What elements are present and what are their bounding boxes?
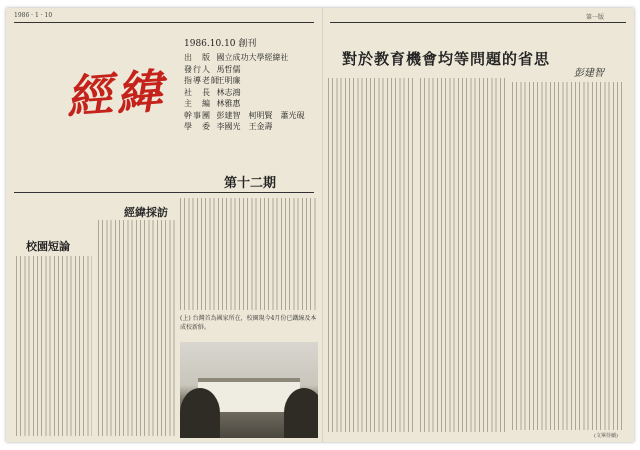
article-column-3 bbox=[512, 82, 622, 430]
meta-row: 主 編 林雅惠 bbox=[184, 99, 241, 108]
section-heading-left: 校園短論 bbox=[26, 240, 70, 253]
top-rule-right bbox=[330, 22, 626, 23]
article-end-note: (文畢待續) bbox=[594, 433, 618, 439]
founded-date: 1986.10.10 創刊 bbox=[184, 39, 257, 49]
meta-row: 社 長 林志鴻 bbox=[184, 87, 241, 97]
top-date: 1986 · 1 · 10 bbox=[14, 12, 53, 19]
campus-photo bbox=[180, 342, 318, 438]
meta-row: 出 版 國立成功大學經緯社 bbox=[184, 53, 289, 62]
article-title: 對於教育機會均等問題的省思 bbox=[342, 50, 551, 68]
article-author: 彭建智 bbox=[574, 68, 604, 79]
newspaper-spread bbox=[6, 8, 634, 442]
meta-row: 指導老師 王明廉 bbox=[184, 76, 241, 85]
text-column-left bbox=[16, 256, 92, 436]
section-heading-mid: 經緯採訪 bbox=[124, 206, 168, 219]
masthead-logo: 經緯 bbox=[64, 63, 168, 125]
tree-shape bbox=[180, 388, 220, 438]
masthead-rule bbox=[14, 192, 314, 193]
meta-row: 學 委 李國光 王金壽 bbox=[184, 122, 273, 131]
photo-caption: (上) 台灣首為國家所在，校園現今4月份已鐵線及本成校新鮮。 bbox=[180, 315, 317, 331]
page-fold bbox=[322, 8, 324, 442]
text-column-mid bbox=[98, 220, 176, 436]
article-column-2 bbox=[420, 78, 506, 432]
article-column-1 bbox=[328, 78, 414, 432]
meta-row: 發行人 馬哲儒 bbox=[184, 64, 241, 74]
issue-number: 第十二期 bbox=[224, 176, 277, 191]
publication-info bbox=[184, 52, 305, 133]
text-column-upper-right bbox=[180, 198, 318, 310]
tree-shape bbox=[284, 388, 318, 438]
meta-row: 幹事團 彭建智 柯明賢 蕭光硯 bbox=[184, 110, 305, 120]
top-rule bbox=[14, 22, 314, 23]
page-label: 第一版 bbox=[586, 14, 605, 21]
